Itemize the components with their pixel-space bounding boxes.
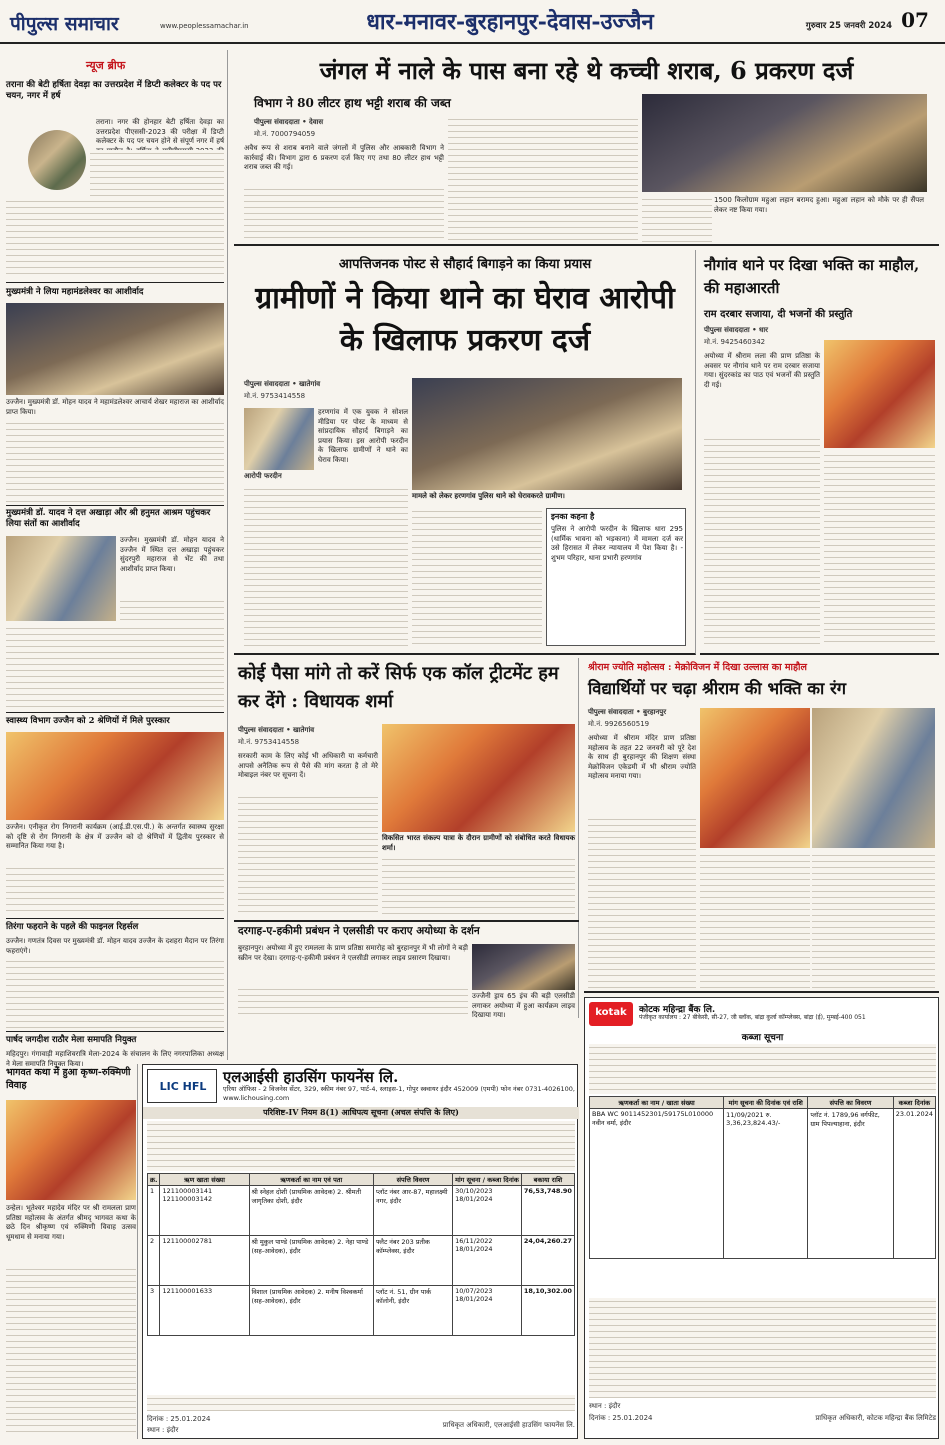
gherao-text: हरणगांव में एक युवक ने सोशल मीडिया पर पोस्ट के माध्यम से सांप्रदायिक सौहार्द बिगाड़ने का प्रयास किया। इस आरोपी फरदीन के खिलाफ ग्रामीणों ने थाने का घेराव किया।	[318, 408, 408, 464]
brief-title-5: तिरंगा फहराने के पहले की फाइनल रिहर्सल	[6, 922, 139, 932]
kotak-address: पंजीकृत कार्यालय : 27 बीकेसी, सी-27, जी ब्लॉक, बांद्रा कुर्ला कॉम्प्लेक्स, बांद्रा (ई), मुम्बई-400 051	[639, 1014, 866, 1021]
table-row: 2 121100002781 श्री मुकुल पाण्डे (प्राथमिक आवेदक) 2. नेहा पाण्डे (सह-आवेदक), इंदौर फ्लैट नंबर 203 प्रतीक कॉम्प्लेक्स, इंदौर 16/11/2022 18/01/2024 24,04,260.27	[148, 1236, 575, 1286]
lic-notice	[142, 1064, 578, 1439]
kotak-date: दिनांक : 25.01.2024	[589, 1414, 653, 1422]
brief-photo-akhada	[6, 536, 116, 621]
kotak-col-possession: कब्जा दिनांक	[893, 1097, 935, 1109]
dargah-photo	[472, 944, 575, 990]
kotak-notice	[584, 997, 939, 1439]
brief-text-1: तराना। नगर की होनहार बेटी हर्षिता देवड़ा का उत्तरप्रदेश पीएससी-2023 की परीक्षा में डिप्टी कलेक्टर के पद पर चयन होने से संपूर्ण नगर में हर्ष	[96, 118, 224, 146]
kotak-title: कोटक महिन्द्रा बैंक लि.	[639, 1005, 716, 1015]
brief-title-1: तराना की बेटी हर्षिता देवड़ा का उत्तरप्रदेश में डिप्टी कलेक्टर के पद पर चयन, नगर में हर्ष	[6, 80, 222, 101]
lic-logo	[147, 1069, 217, 1103]
lic-address: एरिया ऑफिस - 2 विजनेस सेंटर, 329, स्कीम नंबर 97, पार्ट-4, स्लाइस-1, गोपुर स्क्वायर इंदौर 452009 (एमपी) फोन नंबर 0731-4026100, www.lichousing.com	[223, 1085, 575, 1102]
brief-title-4: स्वास्थ्य विभाग उज्जैन को 2 श्रेणियों में मिले पुरस्कार	[6, 716, 170, 726]
mla-mobile: मो.नं. 9753414558	[238, 738, 300, 746]
lead-byline: पीपुल्स संवाददाता • देवास	[254, 118, 324, 126]
mla-headline: कोई पैसा मांगे तो करें सिर्फ एक कॉल ट्रीटमेंट हम कर देंगे : विधायक शर्मा	[238, 663, 559, 712]
kotak-notice-title: कब्जा सूचना	[741, 1033, 784, 1043]
naugaon-text: अयोध्या में श्रीराम लला की प्राण प्रतिष्ठा के अवसर पर नौगांव थाने पर राम दरबार सजाया गया। सुंदरकांड का पाठ एवं भजनों की प्रस्तुति दी गई।	[704, 352, 820, 389]
bhagwat-story	[6, 1064, 138, 1439]
gherao-caption: मामले को लेकर हरणगांव पुलिस थाने को घेरावकरते ग्रामीण।	[412, 492, 565, 500]
bhagwat-headline: भागवत कथा में हुआ कृष्ण-रुक्मिणी विवाह	[6, 1067, 131, 1091]
gherao-accused-photo	[244, 408, 314, 470]
lead-headline: जंगल में नाले के पास बना रहे थे कच्ची शराब, 6 प्रकरण दर्ज	[319, 56, 854, 85]
naugaon-subhead: राम दरबार सजाया, दी भजनों की प्रस्तुति	[704, 309, 853, 320]
gherao-byline: पीपुल्स संवाददाता • खातेगांव	[244, 380, 321, 388]
shriram-story	[584, 658, 939, 993]
kotak-col-property: संपत्ति का विवरण	[808, 1097, 893, 1109]
kotak-table	[589, 1096, 936, 1296]
naugaon-byline: पीपुल्स संवाददाता • धार	[704, 326, 768, 334]
kotak-place: स्थान : इंदौर	[589, 1402, 621, 1410]
dargah-headline: दरगाह-ए-हकीमी प्रबंधन ने एलसीडी पर कराए अयोध्या के दर्शन	[238, 925, 480, 937]
bhagwat-photo	[6, 1100, 136, 1200]
lead-caption: 1500 किलोग्राम महुआ लहान बरामद हुआ। महुआ लहान को मौके पर ही सैंपल लेकर नष्ट किया गया।	[714, 196, 924, 214]
lic-table: क्र. ऋण खाता संख्या ऋणकर्ता का नाम एवं पता संपत्ति विवरण मांग सूचना / कब्जा दिनांक बकाया राशि 1 121100003141 121100003142 श्री स्नेहल दोशी (प्राथमिक आवेदक) 2. श्रीमती जागृतिका दोशी, इंदौर प्लॉट नंबर आर-87, महालक्ष्मी नगर, इंदौर 30/10/2023 18/01/2024 76,53,748.90 2 121100002781 श्री मुकुल पाण्डे (प्राथमिक आवेदक) 2. नेहा पाण्डे (सह-आवेदक), इंदौर फ्लैट नंबर 203 प्रतीक कॉम्प्लेक्स, इंदौर 16/11/2022 18/01/2024 24,04,260.27 3 121100001633 विशाल (प्राथमिक आवेदक) 2. मनीष विश्वकर्मा (सह-आवेदक), इंदौर प्लॉट नं. 51, ग्रीन पार्क कॉलोनी, इंदौर 10/07/2023 18/01/2024 18,10,302.00	[147, 1173, 575, 1393]
gherao-story	[234, 250, 696, 655]
lic-rule-title: परिशिष्ट-IV नियम 8(1) आधिपत्य सूचना (अचल संपत्ति के लिए)	[143, 1107, 579, 1119]
naugaon-story	[700, 250, 939, 655]
mla-byline: पीपुल्स संवाददाता • खातेगांव	[238, 726, 315, 734]
shriram-kicker: श्रीराम ज्योति महोत्सव : मेक्रोविजन में दिखा उल्लास का माहौल	[588, 662, 807, 673]
lead-story	[234, 50, 939, 246]
brief-text-2: उज्जैन। मुख्यमंत्री डॉ. मोहन यादव ने महामंडलेश्वर आचार्य शेखर महाराज का आशीर्वाद प्राप्त किया।	[6, 398, 224, 416]
table-row: 3 121100001633 विशाल (प्राथमिक आवेदक) 2. मनीष विश्वकर्मा (सह-आवेदक), इंदौर प्लॉट नं. 51, ग्रीन पार्क कॉलोनी, इंदौर 10/07/2023 18/01/2024 18,10,302.00	[148, 1286, 575, 1336]
mla-text: सरकारी काम के लिए कोई भी अधिकारी या कर्मचारी आपसे अनैतिक रूप से पैसे की मांग करता है तो मेरे मोबाइल नंबर पर सूचना दें।	[238, 752, 378, 780]
shriram-text: अयोध्या में श्रीराम मंदिर प्राण प्रतिष्ठा महोत्सव के तहत 22 जनवरी को पूरे देश के साथ ही बुरहानपुर की शिक्षण संस्था मेक्रोविजन एकेडमी में भी श्रीराम ज्योति महोत्सव मनाया गया।	[588, 734, 696, 781]
table-row: BBA WC 9011452301/59175L010000 नवीन वर्मा, इंदौर 11/09/2021 रु. 3,36,23,824.43/- प्लॉट नं. 1789,96 वर्गफीट, ग्राम पिपल्याहाना, इंदौर 23.01.2024	[590, 1109, 936, 1259]
kotak-col-borrower: ऋणकर्ता का नाम / खाता संख्या	[590, 1097, 724, 1109]
shriram-headline: विद्यार्थियों पर चढ़ा श्रीराम की भक्ति का रंग	[588, 679, 847, 698]
naugaon-mobile: मो.नं. 9425460342	[704, 338, 766, 346]
newspaper-logo: पीपुल्स समाचार	[10, 13, 119, 35]
naugaon-headline: नौगांव थाने पर दिखा भक्ति का माहौल, की महाआरती	[704, 256, 920, 297]
brief-text-4: उज्जैन। एनीकृत रोग निगरानी कार्यक्रम (आई.डी.एस.पी.) के अन्तर्गत स्वास्थ्य सुरक्षा को दृष्टि से रोग निगरानी के क्षेत्र में उज्जैन को दो श्रेणियों में द्वितीय पुरस्कार से सम्मानित किया गया है।	[6, 823, 224, 851]
brief-photo-cm-saint	[6, 303, 224, 395]
news-brief-label: न्यूज ब्रीफ	[86, 59, 126, 72]
mla-photo	[382, 724, 575, 832]
brief-title-3: मुख्यमंत्री डॉ. यादव ने दत्त अखाड़ा और श्री हनुमत आश्रम पहुंचकर लिया संतों का आशीर्वाद	[6, 508, 211, 529]
lic-title: एलआईसी हाउसिंग फायनेंस लि.	[223, 1068, 399, 1086]
brief-text-5: उज्जैन। गणतंत्र दिवस पर मुख्यमंत्री डॉ. मोहन यादव उज्जैन के दशहरा मैदान पर तिरंगा फहराएंगे।	[6, 937, 224, 955]
kotak-logo-text: kotak	[595, 1007, 627, 1018]
shriram-byline: पीपुल्स संवाददाता • बुरहानपुर	[588, 708, 667, 716]
gherao-statement-box	[546, 508, 686, 646]
lic-signatory: प्राधिकृत अधिकारी, एलआईसी हाउसिंग फायनेंस लि.	[442, 1421, 575, 1429]
shriram-mobile: मो.नं. 9926560519	[588, 720, 650, 728]
gherao-accused-label: आरोपी फरदीन	[244, 472, 282, 480]
issue-date: गुरुवार 25 जनवरी 2024	[805, 21, 892, 31]
dargah-text: बुरहानपुर। अयोध्या में हुए रामलला के प्राण प्रतिष्ठा समारोह को बुरहानपुर में भी लोगों ने बड़ी स्क्रीन पर देखा। दरगाह-ए-हकीमी प्रबंधन ने एलसीडी लगाकर लाइव प्रसारण दिखाया।	[238, 944, 468, 962]
mla-caption: विकसित भारत संकल्प यात्रा के दौरान ग्रामीणों को संबोधित करते विधायक शर्मा।	[382, 834, 575, 852]
gherao-crowd-photo	[412, 378, 682, 490]
statement-title: इनका कहना है	[551, 511, 595, 521]
brief-text-3: उज्जैन। मुख्यमंत्री डॉ. मोहन यादव ने उज्जैन में स्थित दत्त अखाड़ा पहुंचकर सुंदरपुरी महाराज से भेंट की तथा आशीर्वाद प्राप्त किया।	[120, 536, 224, 573]
masthead	[0, 0, 945, 44]
region-title: धार-मनावर-बुरहानपुर-देवास-उज्जैन	[366, 9, 654, 35]
lead-mobile: मो.नं. 7000794059	[254, 130, 316, 138]
table-row: 1 121100003141 121100003142 श्री स्नेहल दोशी (प्राथमिक आवेदक) 2. श्रीमती जागृतिका दोशी, इंदौर प्लॉट नंबर आर-87, महालक्ष्मी नगर, इंदौर 30/10/2023 18/01/2024 76,53,748.90	[148, 1186, 575, 1236]
gherao-kicker: आपत्तिजनक पोस्ट से सौहार्द बिगाड़ने का किया प्रयास	[338, 257, 592, 272]
lic-date: दिनांक : 25.01.2024	[147, 1415, 211, 1423]
brief-text-6: महिदपुर। गंगावाड़ी महाशिवरात्रि मेला-2024 के संचालन के लिए नगरपालिका अध्यक्ष ने मेला समापति नियुक्त किया।	[6, 1050, 224, 1068]
brief-title-2: मुख्यमंत्री ने लिया महामंडलेश्वर का आशीर्वाद	[6, 287, 144, 297]
kotak-signatory: प्राधिकृत अधिकारी, कोटक महिन्द्रा बैंक लिमिटेड	[815, 1414, 936, 1422]
brief-photo-award	[6, 732, 224, 820]
lic-logo-text: LIC HFL	[159, 1080, 207, 1093]
page-number: 07	[901, 8, 929, 32]
kotak-logo	[589, 1002, 633, 1026]
news-brief-column	[6, 50, 228, 1068]
dargah-caption: उज्जैनी ड्राय 65 इंच की बड़ी एलसीडी लगाकर अयोध्या में हुआ कार्यक्रम लाइव दिखाया गया।	[472, 992, 575, 1020]
bhagwat-text: उन्हेल। भूतेश्वर महादेव मंदिर पर श्री रामलला प्राण प्रतिष्ठा महोत्सव के अंतर्गत श्रीमद् भागवत कथा के छठे दिन श्रीकृष्ण एवं रुक्मिणी विवाह उत्सव धूमधाम से मनाया गया।	[6, 1204, 136, 1241]
kotak-col-demand: मांग सूचना की दिनांक एवं राशि	[724, 1097, 808, 1109]
mla-story	[234, 658, 579, 1018]
brief-title-6: पार्षद जगदीश राठौर मेला समापति नियुक्त	[6, 1035, 137, 1045]
lead-subhead: विभाग ने 80 लीटर हाथ भट्टी शराब की जब्त	[254, 96, 451, 110]
website-url: www.peoplessamachar.in	[160, 22, 249, 30]
lic-place: स्थान : इंदौर	[147, 1426, 179, 1434]
naugaon-photo	[824, 340, 935, 448]
gherao-headline: ग्रामीणों ने किया थाने का घेराव आरोपी के खिलाफ प्रकरण दर्ज	[255, 281, 675, 358]
brief-filler-1b	[6, 198, 224, 278]
statement-text: पुलिस ने आरोपी फरदीन के खिलाफ धारा 295 (धार्मिक भावना को भड़काना) में मामला दर्ज कर उसे हिरासत में लेकर न्यायालय में पेश किया है। - शुभम परिहार, थाना प्रभारी हरणगांव	[551, 525, 683, 562]
shriram-photo-right	[812, 708, 935, 848]
gherao-mobile: मो.नं. 9753414558	[244, 392, 306, 400]
lead-text: अवैध रूप से शराब बनाने वाले जंगलों में पुलिस और आबकारी विभाग ने कार्रवाई की। विभाग द्वारा 6 प्रकरण दर्ज किए गए तथा 80 लीटर हाथ भट्टी शराब जब्त की गई।	[244, 144, 444, 172]
lead-photo-raid	[642, 94, 927, 192]
shriram-photo-left	[700, 708, 810, 848]
